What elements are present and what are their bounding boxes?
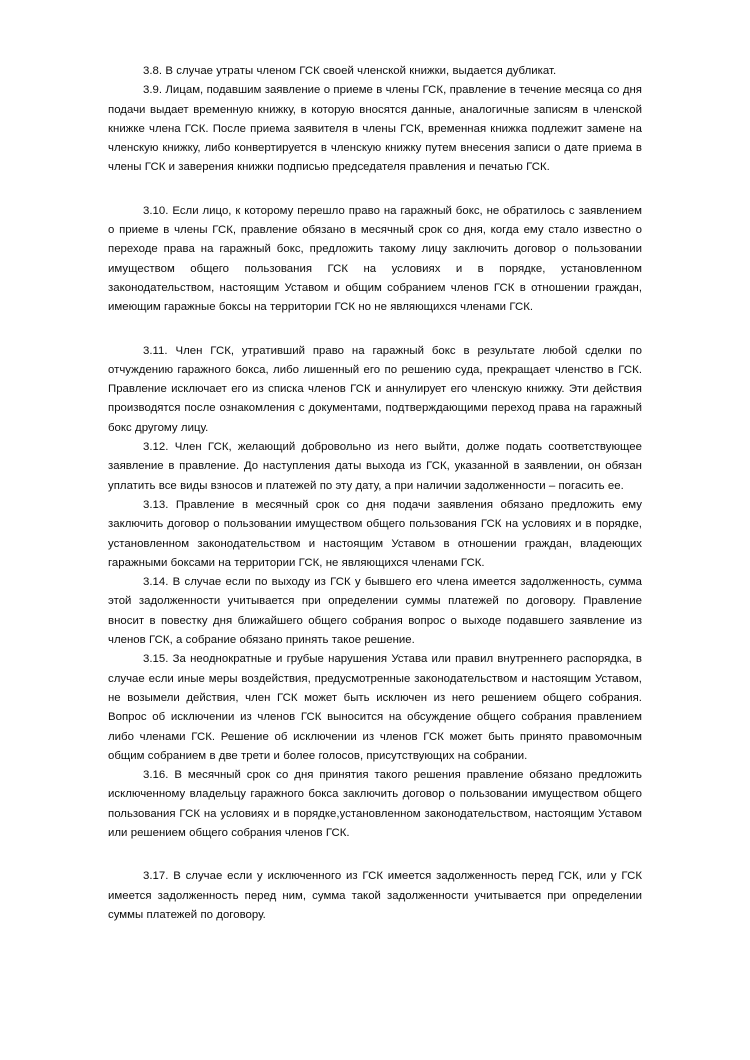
- paragraph-3-11: 3.11. Член ГСК, утративший право на гаражный бокс в результате любой сделки по отчуждению гаражного бокса, либо лишенный его по решению суда, прекращает членство в ГСК. Правление исключает его из списка членов ГСК и аннулирует его членскую книжку. Эти действия производятся после ознакомления с документами, подтверждающими переход права на гаражный бокс другому лицу.: [108, 344, 642, 434]
- paragraph-3-17: 3.17. В случае если у исключенного из ГСК имеется задолженность перед ГСК, или у ГСК имеется задолженность перед ним, сумма такой задолженности учитывается при определении суммы платежей по договору.: [108, 870, 642, 921]
- paragraph-3-9: 3.9. Лицам, подавшим заявление о приеме в члены ГСК, правление в течение месяца со дня подачи выдает временную книжку, в которую вносятся данные, аналогичные записям в членской книжке члена ГСК. После приема заявителя в члены ГСК, временная книжка подлежит замене на членскую книжку, либо конвертируется в членскую книжку путем внесения записи о дате приема в члены ГСК и заверения книжки подписью председателя правления и печатью ГСК.: [108, 84, 642, 174]
- paragraph-3-12: 3.12. Член ГСК, желающий добровольно из него выйти, долже подать соответствующее заявление в правление. До наступления даты выхода из ГСК, указанной в заявлении, он обязан уплатить все виды взносов и платежей по эту дату, а при наличии задолженности – погасить ее.: [108, 441, 642, 492]
- paragraph-3-8: 3.8. В случае утраты членом ГСК своей членской книжки, выдается дубликат.: [143, 65, 557, 77]
- paragraph-3-13: 3.13. Правление в месячный срок со дня подачи заявления обязано предложить ему заключить договор о пользовании имуществом общего пользования ГСК на условиях и в порядке, установленном законодательством и настоящим Уставом в отношении граждан, владеющих гаражными боксами на территории ГСК, не являющихся членами ГСК.: [108, 498, 642, 569]
- document-body: [108, 62, 642, 925]
- paragraph-3-15: 3.15. За неоднократные и грубые нарушения Устава или правил внутреннего распорядка, в случае если иные меры воздействия, предусмотренные законодательством и настоящим Уставом, не возымели действия, член ГСК может быть исключен из него решением общего собрания. Вопрос об исключении из членов ГСК выносится на обсуждение общего собрания правлением либо членами ГСК. Решение об исключении из членов ГСК может быть принято правомочным общим собранием в две трети и более голосов, присутствующих на собрании.: [108, 653, 642, 762]
- paragraph-3-16: 3.16. В месячный срок со дня принятия такого решения правление обязано предложить исключенному владельцу гаражного бокса заключить договор о пользовании имуществом общего пользования ГСК на условиях и в порядке,установленном законодательством, настоящим Уставом или решением общего собрания членов ГСК.: [108, 769, 642, 839]
- paragraph-3-14: 3.14. В случае если по выходу из ГСК у бывшего его члена имеется задолженность, сумма этой задолженности учитывается при определении суммы платежей по договору. Правление вносит в повестку дня ближайшего общего собрания вопрос о выходе подавшего заявление из членов ГСК, а собрание обязано принять такое решение.: [108, 576, 642, 647]
- paragraph-3-10: 3.10. Если лицо, к которому перешло право на гаражный бокс, не обратилось с заявлением о приеме в члены ГСК, правление обязано в месячный срок со дня, когда ему стало известно о переходе права на гаражный бокс, предложить такому лицу заключить договор о пользовании имуществом общего пользования ГСК на условиях и в порядке, установленном законодательством, настоящим Уставом и общим собранием членов ГСК в отношении граждан, имеющим гаражные боксы на территории ГСК но не являющихся членами ГСК.: [108, 204, 642, 314]
